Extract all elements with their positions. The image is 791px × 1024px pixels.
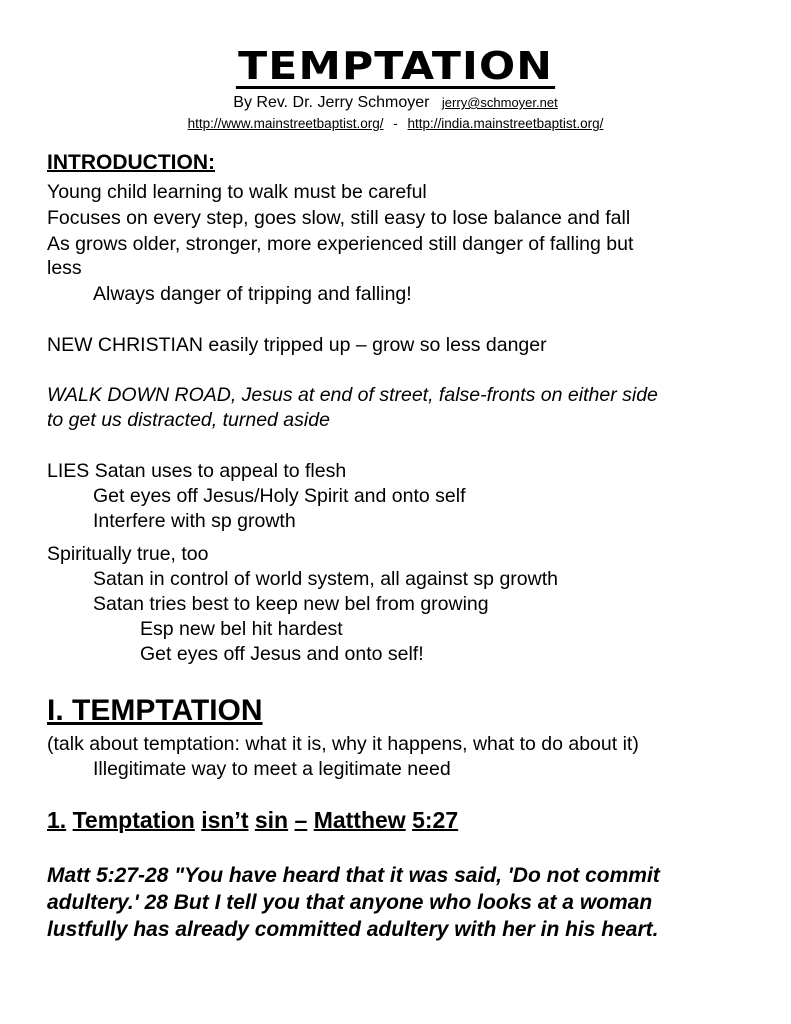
link-separator: -: [393, 116, 398, 131]
subheading-word: Temptation: [72, 807, 195, 833]
section-line: Illegitimate way to meet a legitimate need: [93, 758, 451, 780]
intro-line: Esp new bel hit hardest: [140, 618, 343, 640]
verse-line: adultery.' 28 But I tell you that anyone who looks at a woman: [47, 891, 653, 914]
author-email-link[interactable]: jerry@schmoyer.net: [441, 95, 558, 110]
intro-line-italic: to get us distracted, turned aside: [47, 409, 330, 431]
india-link[interactable]: http://india.mainstreetbaptist.org/: [407, 116, 604, 131]
section-heading: I. TEMPTATION: [47, 694, 263, 727]
intro-line: Satan tries best to keep new bel from growing: [93, 593, 489, 615]
subheading-number: 1.: [47, 807, 67, 833]
intro-line-italic: WALK DOWN ROAD, Jesus at end of street, false-fronts on either side: [47, 384, 658, 406]
intro-line: LIES Satan uses to appeal to flesh: [47, 460, 347, 482]
subheading-dash: –: [294, 807, 308, 833]
intro-line: Satan in control of world system, all against sp growth: [93, 568, 558, 590]
intro-line: Get eyes off Jesus/Holy Spirit and onto self: [93, 485, 466, 507]
subheading-word: isn’t: [201, 807, 249, 833]
intro-line: Young child learning to walk must be careful: [47, 181, 427, 203]
subheading-word: Matthew: [313, 807, 406, 833]
verse-line: lustfully has already committed adultery with her in his heart.: [47, 918, 659, 941]
intro-line: Focuses on every step, goes slow, still easy to lose balance and fall: [47, 207, 631, 229]
subheading-reference: 5:27: [412, 807, 459, 833]
website-links: [0, 115, 791, 133]
intro-line: less: [47, 257, 82, 279]
mainstreet-link[interactable]: http://www.mainstreetbaptist.org/: [187, 116, 384, 131]
intro-line: Get eyes off Jesus and onto self!: [140, 643, 424, 665]
subsection-heading: [47, 806, 458, 834]
intro-line: Spiritually true, too: [47, 543, 209, 565]
document-title: [0, 46, 791, 89]
intro-line: Interfere with sp growth: [93, 510, 296, 532]
intro-line: Always danger of tripping and falling!: [93, 283, 412, 305]
author-name: By Rev. Dr. Jerry Schmoyer: [233, 94, 430, 111]
introduction-heading: INTRODUCTION:: [47, 151, 215, 174]
subheading-word: sin: [254, 807, 289, 833]
title-text: TEMPTATION: [236, 46, 555, 89]
verse-line: Matt 5:27-28 "You have heard that it was said, 'Do not commit: [47, 864, 660, 887]
section-line: (talk about temptation: what it is, why it happens, what to do about it): [47, 733, 639, 755]
byline: [0, 93, 791, 113]
intro-line: As grows older, stronger, more experienced still danger of falling but: [47, 233, 634, 255]
intro-line: NEW CHRISTIAN easily tripped up – grow so less danger: [47, 334, 547, 356]
